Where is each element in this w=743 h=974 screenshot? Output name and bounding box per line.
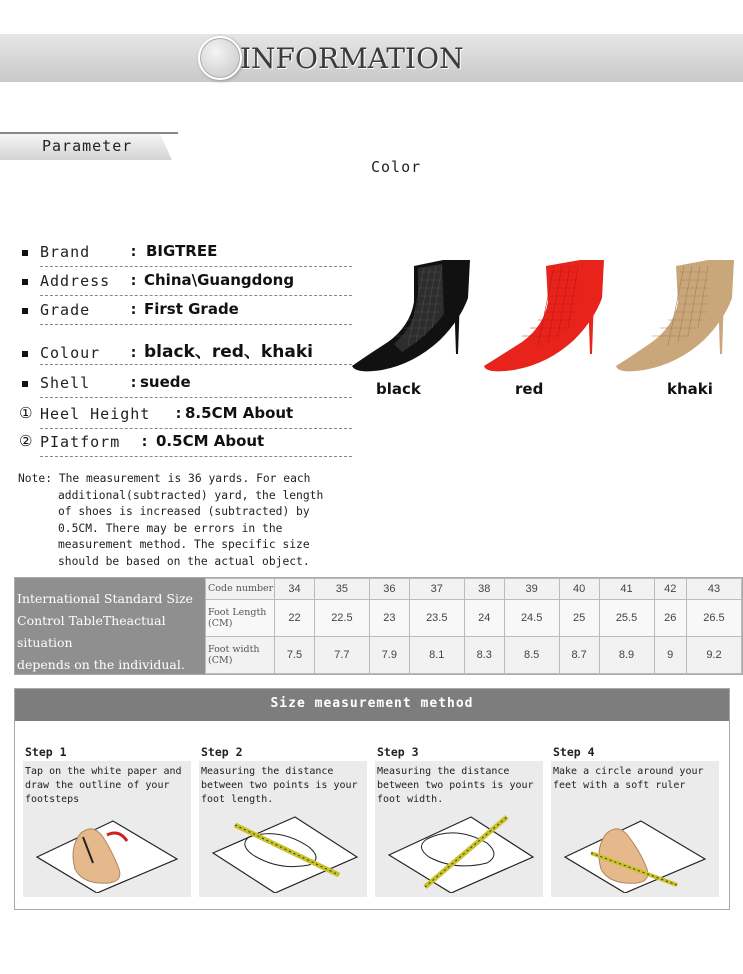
table-cell: 41 [599,579,654,600]
note-line: of shoes is increased (subtracted) by [58,505,310,519]
measurement-section [14,688,730,910]
table-cell: 23 [369,599,409,636]
table-row-width [206,636,742,673]
intro-line: Control TableTheactual situation [17,613,166,650]
table-cell: 38 [464,579,504,600]
step-card-3 [375,761,543,897]
bullet-icon [22,279,28,285]
step-card-1 [23,761,191,897]
size-table-intro [15,578,205,674]
color-label-red: red [515,380,544,398]
table-cell: 25.5 [599,599,654,636]
table-cell: 8.3 [464,636,504,673]
table-cell: 8.5 [504,636,559,673]
table-cell: 26 [654,599,686,636]
soft-ruler-illustration [551,797,719,893]
table-cell: 22 [275,599,315,636]
spec-value: BIGTREE [146,242,218,260]
color-label-khaki: khaki [667,380,713,398]
table-cell: 8.7 [559,636,599,673]
intro-line: International Standard Size [17,591,193,606]
spec-label: Heel Height [40,405,151,423]
table-cell: 22.5 [314,599,369,636]
note-line: 0.5CM. There may be errors in the [58,521,283,535]
spec-value: suede [140,373,191,391]
spec-colon: : [129,242,139,260]
spec-colon: : [129,373,139,391]
table-row-code [206,579,742,600]
step-title: Step 4 [553,745,595,759]
spec-row-heel-height [19,403,352,429]
spec-row-shell [22,372,352,398]
table-cell: 8.1 [409,636,464,673]
dotted-divider [40,324,352,325]
spec-label: PIatform [40,433,121,451]
table-row-length [206,599,742,636]
parameter-tab-label: Parameter [42,137,133,155]
measurement-heading: Size measurement method [15,689,729,721]
table-cell: 36 [369,579,409,600]
row-header: Foot width (CM) [206,636,275,673]
table-cell: 9.2 [686,636,741,673]
color-heading: Color [371,158,422,176]
table-cell: 26.5 [686,599,741,636]
table-cell: 43 [686,579,741,600]
table-cell: 7.9 [369,636,409,673]
intro-line: depends on the individual. [17,657,185,672]
foot-outline-illustration [23,797,191,893]
spec-label: Brand [40,243,91,261]
marker-number: ① [19,404,33,422]
khaki-shoe-image [612,256,742,376]
step-description: Make a circle around your feet with a soft ruler [553,766,704,791]
table-cell: 24.5 [504,599,559,636]
step-description: Measuring the distance between two points is your foot width. [377,766,534,805]
foot-length-ruler-illustration [199,797,367,893]
bullet-icon [22,308,28,314]
marker-number: ② [19,432,33,450]
spec-value: 0.5CM About [156,432,265,450]
dotted-divider [40,364,352,365]
table-cell: 34 [275,579,315,600]
size-table [14,577,743,675]
note-line: measurement method. The specific size [58,538,310,552]
table-cell: 7.5 [275,636,315,673]
table-cell: 24 [464,599,504,636]
dotted-divider [40,397,352,398]
spec-row-platform [19,431,352,457]
dotted-divider [40,428,352,429]
step-description: Measuring the distance between two points is your foot length. [201,766,358,805]
spec-label: Grade [40,301,91,319]
step-title: Step 2 [201,745,243,759]
spec-colon: : [129,343,139,361]
step-card-4 [551,761,719,897]
note-line: The measurement is 36 yards. For each [58,472,311,485]
spec-colon: : [174,404,184,422]
spec-label: Colour [40,344,101,362]
bullet-icon [22,351,28,357]
black-shoe-image [348,256,478,376]
foot-width-ruler-illustration [375,797,543,893]
spec-row-brand [22,241,352,267]
note-line: additional(subtracted) yard, the length [58,488,324,502]
table-cell: 37 [409,579,464,600]
spec-colon: : [140,432,150,450]
color-label-black: black [376,380,421,398]
spec-colon: : [129,271,139,289]
dotted-divider [40,295,352,296]
note-line: should be based on the actual object. [58,554,310,568]
spec-value: black、red、khaki [144,342,313,362]
bullet-icon [22,381,28,387]
spec-label: Shell [40,374,91,392]
row-header: Code number [206,579,275,600]
table-cell: 40 [559,579,599,600]
spec-value: China\Guangdong [144,271,295,289]
note-prefix: Note: [18,472,53,485]
page-title: INFORMATION [240,42,464,75]
dotted-divider [40,456,352,457]
table-cell: 39 [504,579,559,600]
table-cell: 23.5 [409,599,464,636]
step-title: Step 1 [25,745,67,759]
size-grid [205,578,742,674]
step-description: Tap on the white paper and draw the outline of your footsteps [25,766,182,805]
row-header: Foot Length (CM) [206,599,275,636]
spec-label: Address [40,272,111,290]
spec-colon: : [129,300,139,318]
table-cell: 7.7 [314,636,369,673]
red-shoe-image [480,256,610,376]
bullet-icon [22,250,28,256]
circle-emblem-icon [198,36,242,80]
spec-row-colour [22,339,352,365]
measurement-note [18,471,328,571]
table-cell: 35 [314,579,369,600]
spec-value: 8.5CM About [185,404,294,422]
table-cell: 42 [654,579,686,600]
table-cell: 25 [559,599,599,636]
spec-row-address [22,270,352,296]
table-cell: 8.9 [599,636,654,673]
parameter-divider [0,132,178,134]
table-cell: 9 [654,636,686,673]
spec-row-grade [22,299,352,325]
step-title: Step 3 [377,745,419,759]
step-card-2 [199,761,367,897]
dotted-divider [40,266,352,267]
spec-value: First Grade [144,300,239,318]
